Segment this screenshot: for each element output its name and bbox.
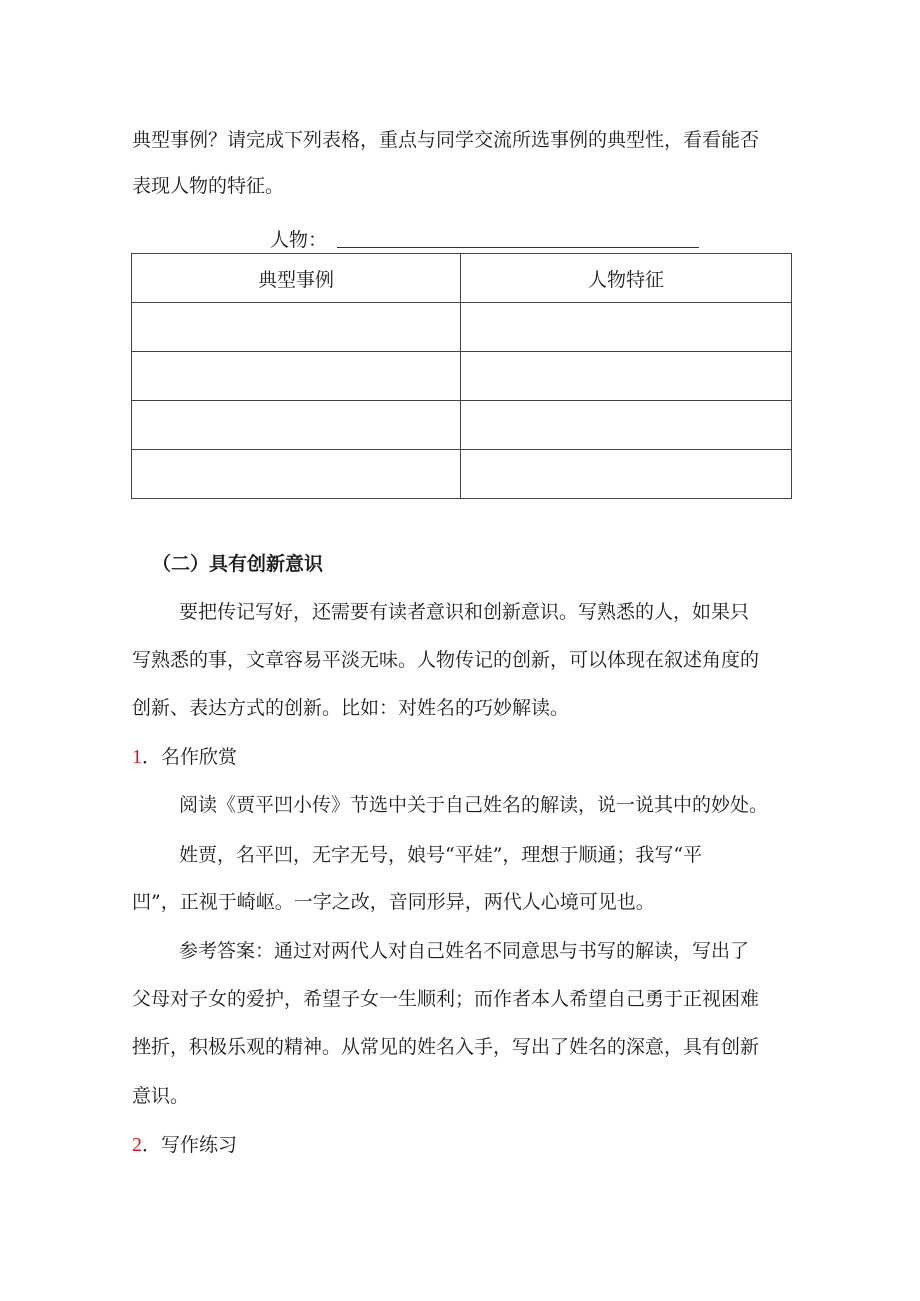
table-row	[132, 303, 792, 352]
item-2-number: 2	[132, 1134, 142, 1156]
answer-line-2: 父母对子女的爱护，希望子女一生顺利；而作者本人希望自己勇于正视困难	[132, 988, 760, 1010]
item-1-prompt: 阅读《贾平凹小传》节选中关于自己姓名的解读，说一说其中的妙处。	[179, 794, 769, 816]
table-cell[interactable]	[461, 401, 792, 450]
header-typical-events: 典型事例	[132, 254, 461, 303]
item-1-number: 1	[132, 746, 142, 768]
section-paragraph-line-3: 创新、表达方式的创新。比如：对姓名的巧妙解读。	[132, 697, 570, 719]
header-character-traits: 人物特征	[461, 254, 792, 303]
table-row	[132, 352, 792, 401]
item-1-heading	[132, 745, 237, 769]
quote-line-1: 姓贾，名平凹，无字无号，娘号“平娃”，理想于顺通；我写“平	[179, 844, 703, 866]
events-table	[131, 253, 792, 499]
table-cell[interactable]	[461, 352, 792, 401]
table-cell[interactable]	[132, 352, 461, 401]
item-1-title: ．名作欣赏	[142, 746, 238, 768]
item-2-title: ．写作练习	[142, 1134, 238, 1156]
table-row	[132, 401, 792, 450]
table-cell[interactable]	[132, 450, 461, 499]
person-blank-line	[337, 247, 699, 248]
table-cell[interactable]	[461, 450, 792, 499]
table-cell[interactable]	[461, 303, 792, 352]
section-paragraph-line-2: 写熟悉的事，文章容易平淡无味。人物传记的创新，可以体现在叙述角度的	[132, 649, 760, 671]
table-row	[132, 450, 792, 499]
person-label: 人物：	[270, 229, 328, 251]
table-cell[interactable]	[132, 303, 461, 352]
section-paragraph-line-1: 要把传记写好，还需要有读者意识和创新意识。写熟悉的人，如果只	[179, 601, 750, 623]
section-heading: （二）具有创新意识	[152, 553, 324, 575]
table-cell[interactable]	[132, 401, 461, 450]
intro-line-1: 典型事例？请完成下列表格，重点与同学交流所选事例的典型性，看看能否	[132, 129, 760, 151]
item-2-heading	[132, 1133, 237, 1157]
quote-line-2: 凹”，正视于崎岖。一字之改，音同形异，两代人心境可见也。	[132, 891, 655, 913]
answer-line-4: 意识。	[132, 1085, 190, 1107]
intro-line-2: 表现人物的特征。	[132, 175, 285, 197]
answer-line-3: 挫折，积极乐观的精神。从常见的姓名入手，写出了姓名的深意，具有创新	[132, 1036, 760, 1058]
table-header-row	[132, 254, 792, 303]
answer-line-1: 参考答案：通过对两代人对自己姓名不同意思与书写的解读，写出了	[179, 940, 750, 962]
